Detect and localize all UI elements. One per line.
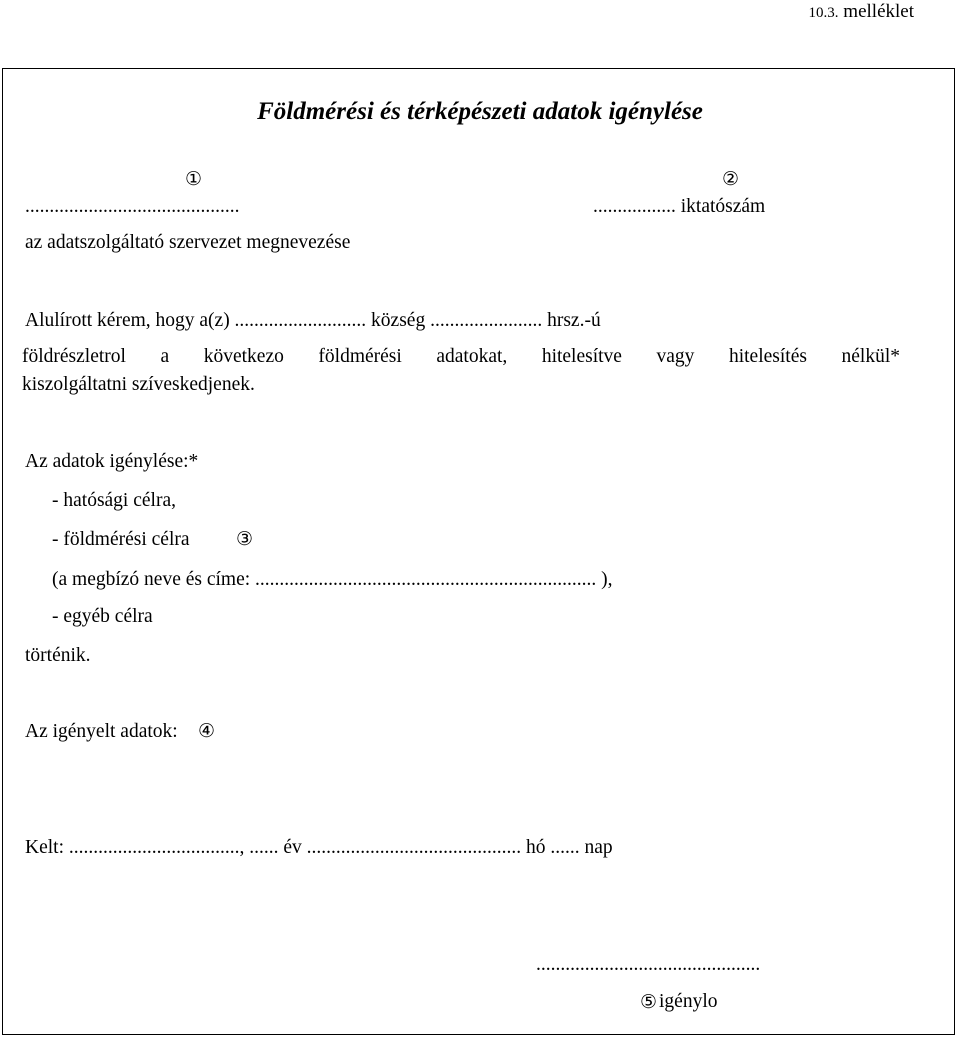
organization-name-field[interactable]: ............................................: [25, 196, 240, 217]
marker-4: ④: [198, 720, 216, 742]
marker-2: ②: [722, 168, 740, 190]
purpose-closing: történik.: [25, 645, 91, 666]
marker-3: ③: [236, 528, 254, 550]
signature-line[interactable]: ..............................................: [536, 954, 761, 975]
page-label-text: melléklet: [843, 1, 914, 22]
page-label-number: 10.3.: [808, 5, 839, 21]
purpose-heading: Az adatok igénylése:*: [25, 451, 199, 472]
marker-5: ⑤: [640, 991, 658, 1013]
marker-1: ①: [185, 168, 203, 190]
purpose-option-official[interactable]: - hatósági célra,: [52, 490, 176, 511]
page-label: [809, 1, 914, 23]
signature-label: igénylo: [659, 991, 718, 1012]
form-title: Földmérési és térképészeti adatok igénylése: [257, 98, 703, 125]
request-line-3: kiszolgáltatni szíveskedjenek.: [22, 374, 255, 395]
client-name-address-field[interactable]: (a megbízó neve és címe: ...................................................................... ),: [52, 569, 613, 590]
requested-data-label: Az igényelt adatok:: [25, 721, 178, 742]
request-line-2: földrészletrol a következo földmérési adatokat, hitelesítve vagy hitelesítés nélkül*: [22, 346, 900, 367]
purpose-option-survey[interactable]: - földmérési célra: [52, 529, 190, 550]
request-line-1: Alulírott kérem, hogy a(z) ........................... község ....................... hrsz.-ú: [25, 310, 601, 331]
registration-number-field[interactable]: ................. iktatószám: [593, 196, 766, 217]
organization-name-caption: az adatszolgáltató szervezet megnevezése: [25, 232, 351, 253]
date-line-field[interactable]: Kelt: ..................................., ...... év ............................................ hó ...... nap: [25, 837, 613, 858]
purpose-option-other[interactable]: - egyéb célra: [52, 606, 153, 627]
